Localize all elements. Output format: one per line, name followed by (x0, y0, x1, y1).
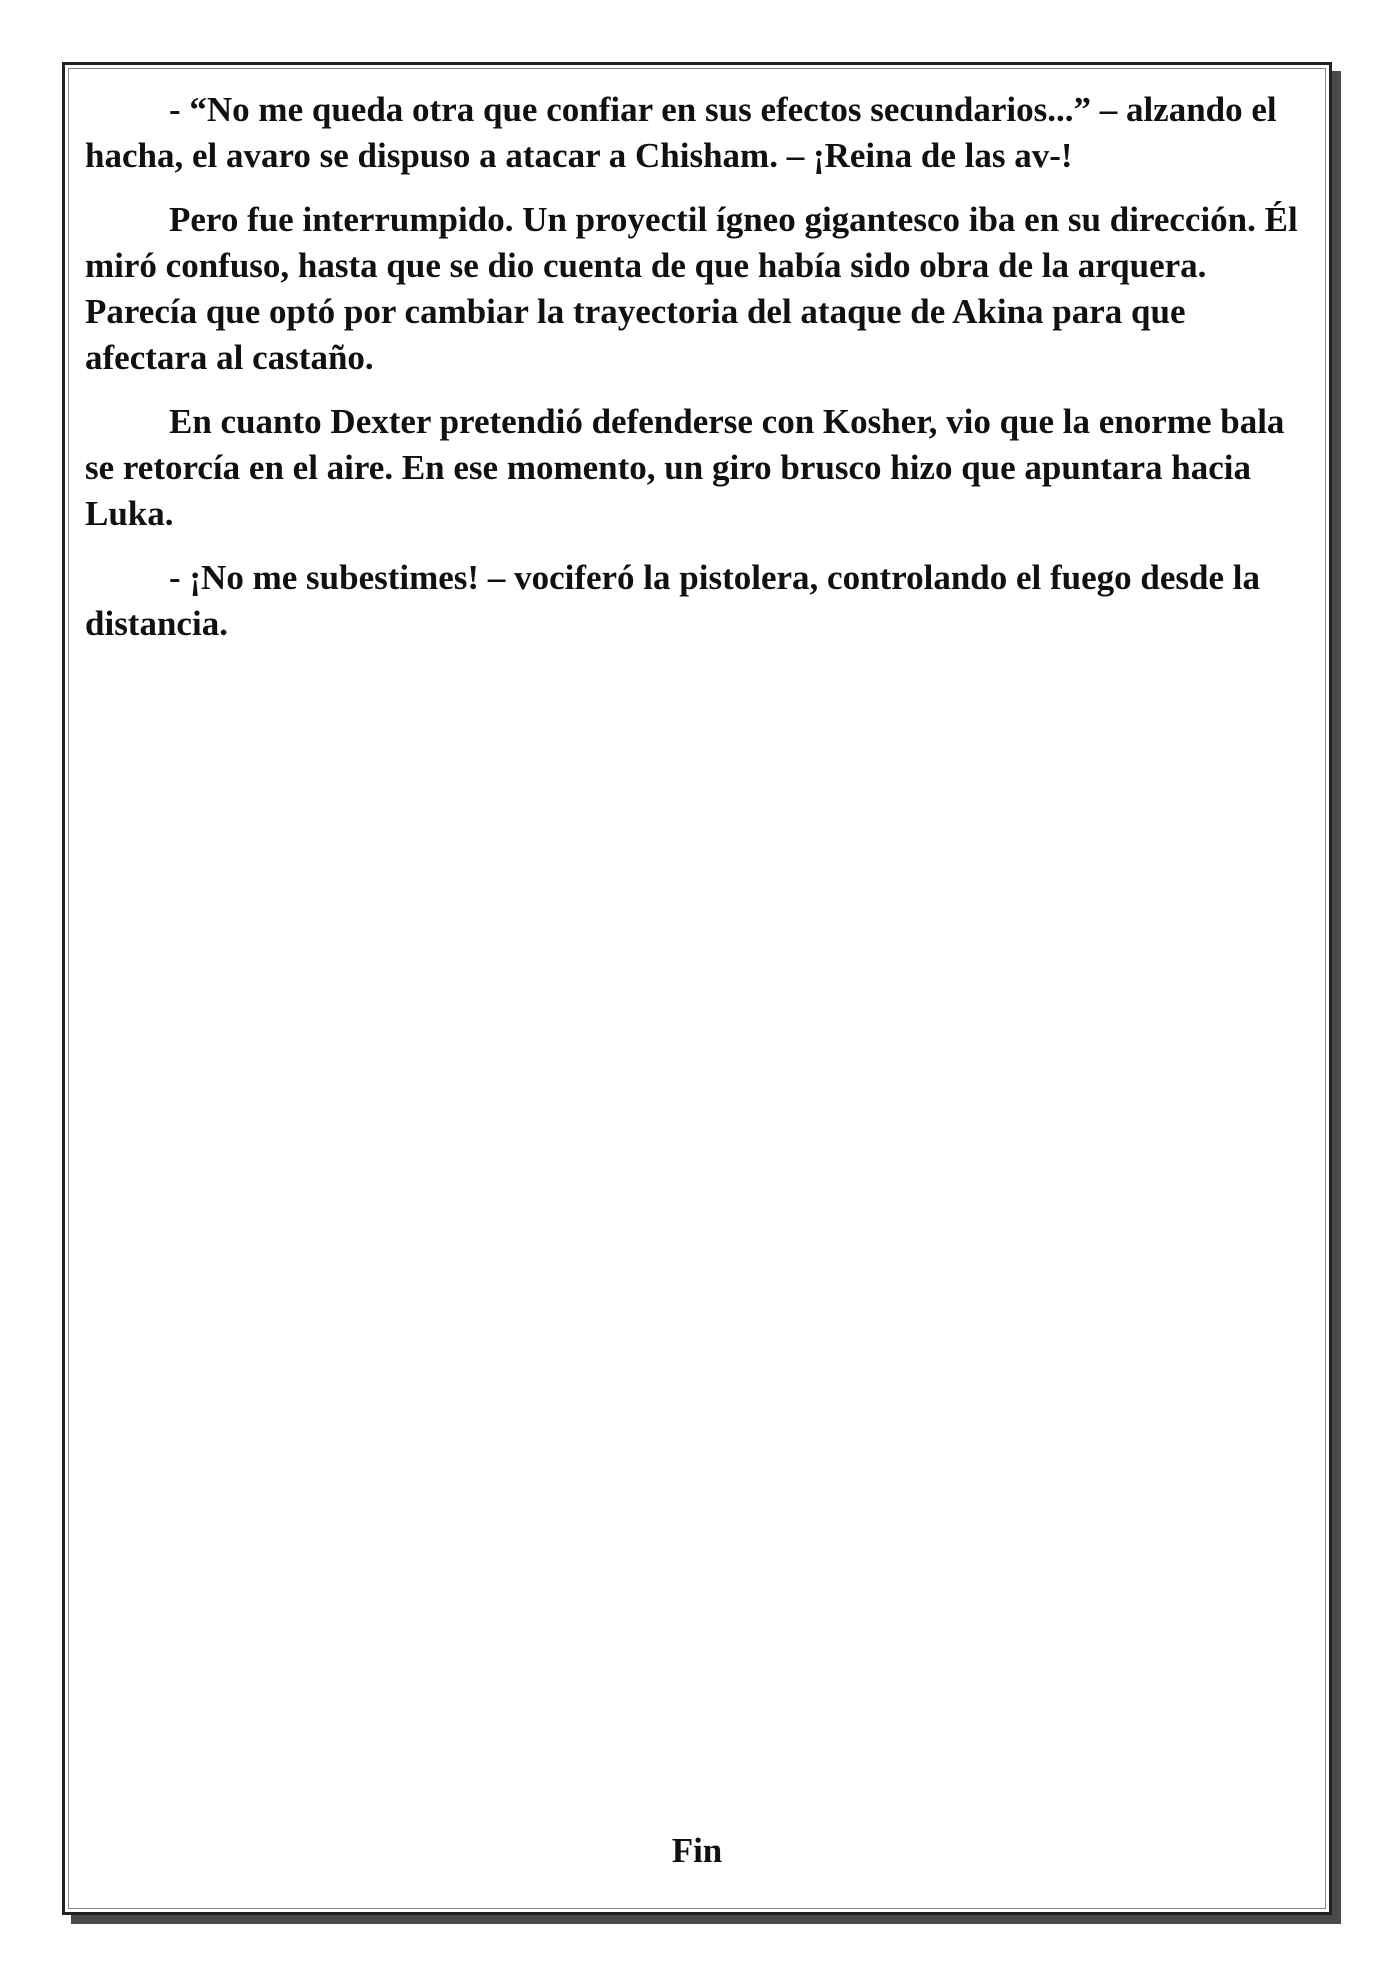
paragraph: Pero fue interrumpido. Un proyectil ígneo gigantesco iba en su dirección. Él miró confuso, hasta que se dio cuenta de que había sido obra de la arquera. Parecía que optó por cambiar la trayectoria del ataque de Akina para que afectara al castaño. (85, 200, 1298, 377)
paragraph: - ¡No me subestimes! – vociferó la pistolera, controlando el fuego desde la distancia. (85, 558, 1261, 643)
end-mark: Fin (671, 1831, 723, 1870)
paragraph: - “No me queda otra que confiar en sus efectos secundarios...” – alzando el hacha, el avaro se dispuso a atacar a Chisham. – ¡Reina de las av-! (85, 90, 1277, 175)
page-frame (62, 62, 1332, 1915)
story-text (85, 87, 1307, 665)
paragraph: En cuanto Dexter pretendió defenderse con Kosher, vio que la enorme bala se retorcía en el aire. En ese momento, un giro brusco hizo que apuntara hacia Luka. (85, 402, 1285, 533)
